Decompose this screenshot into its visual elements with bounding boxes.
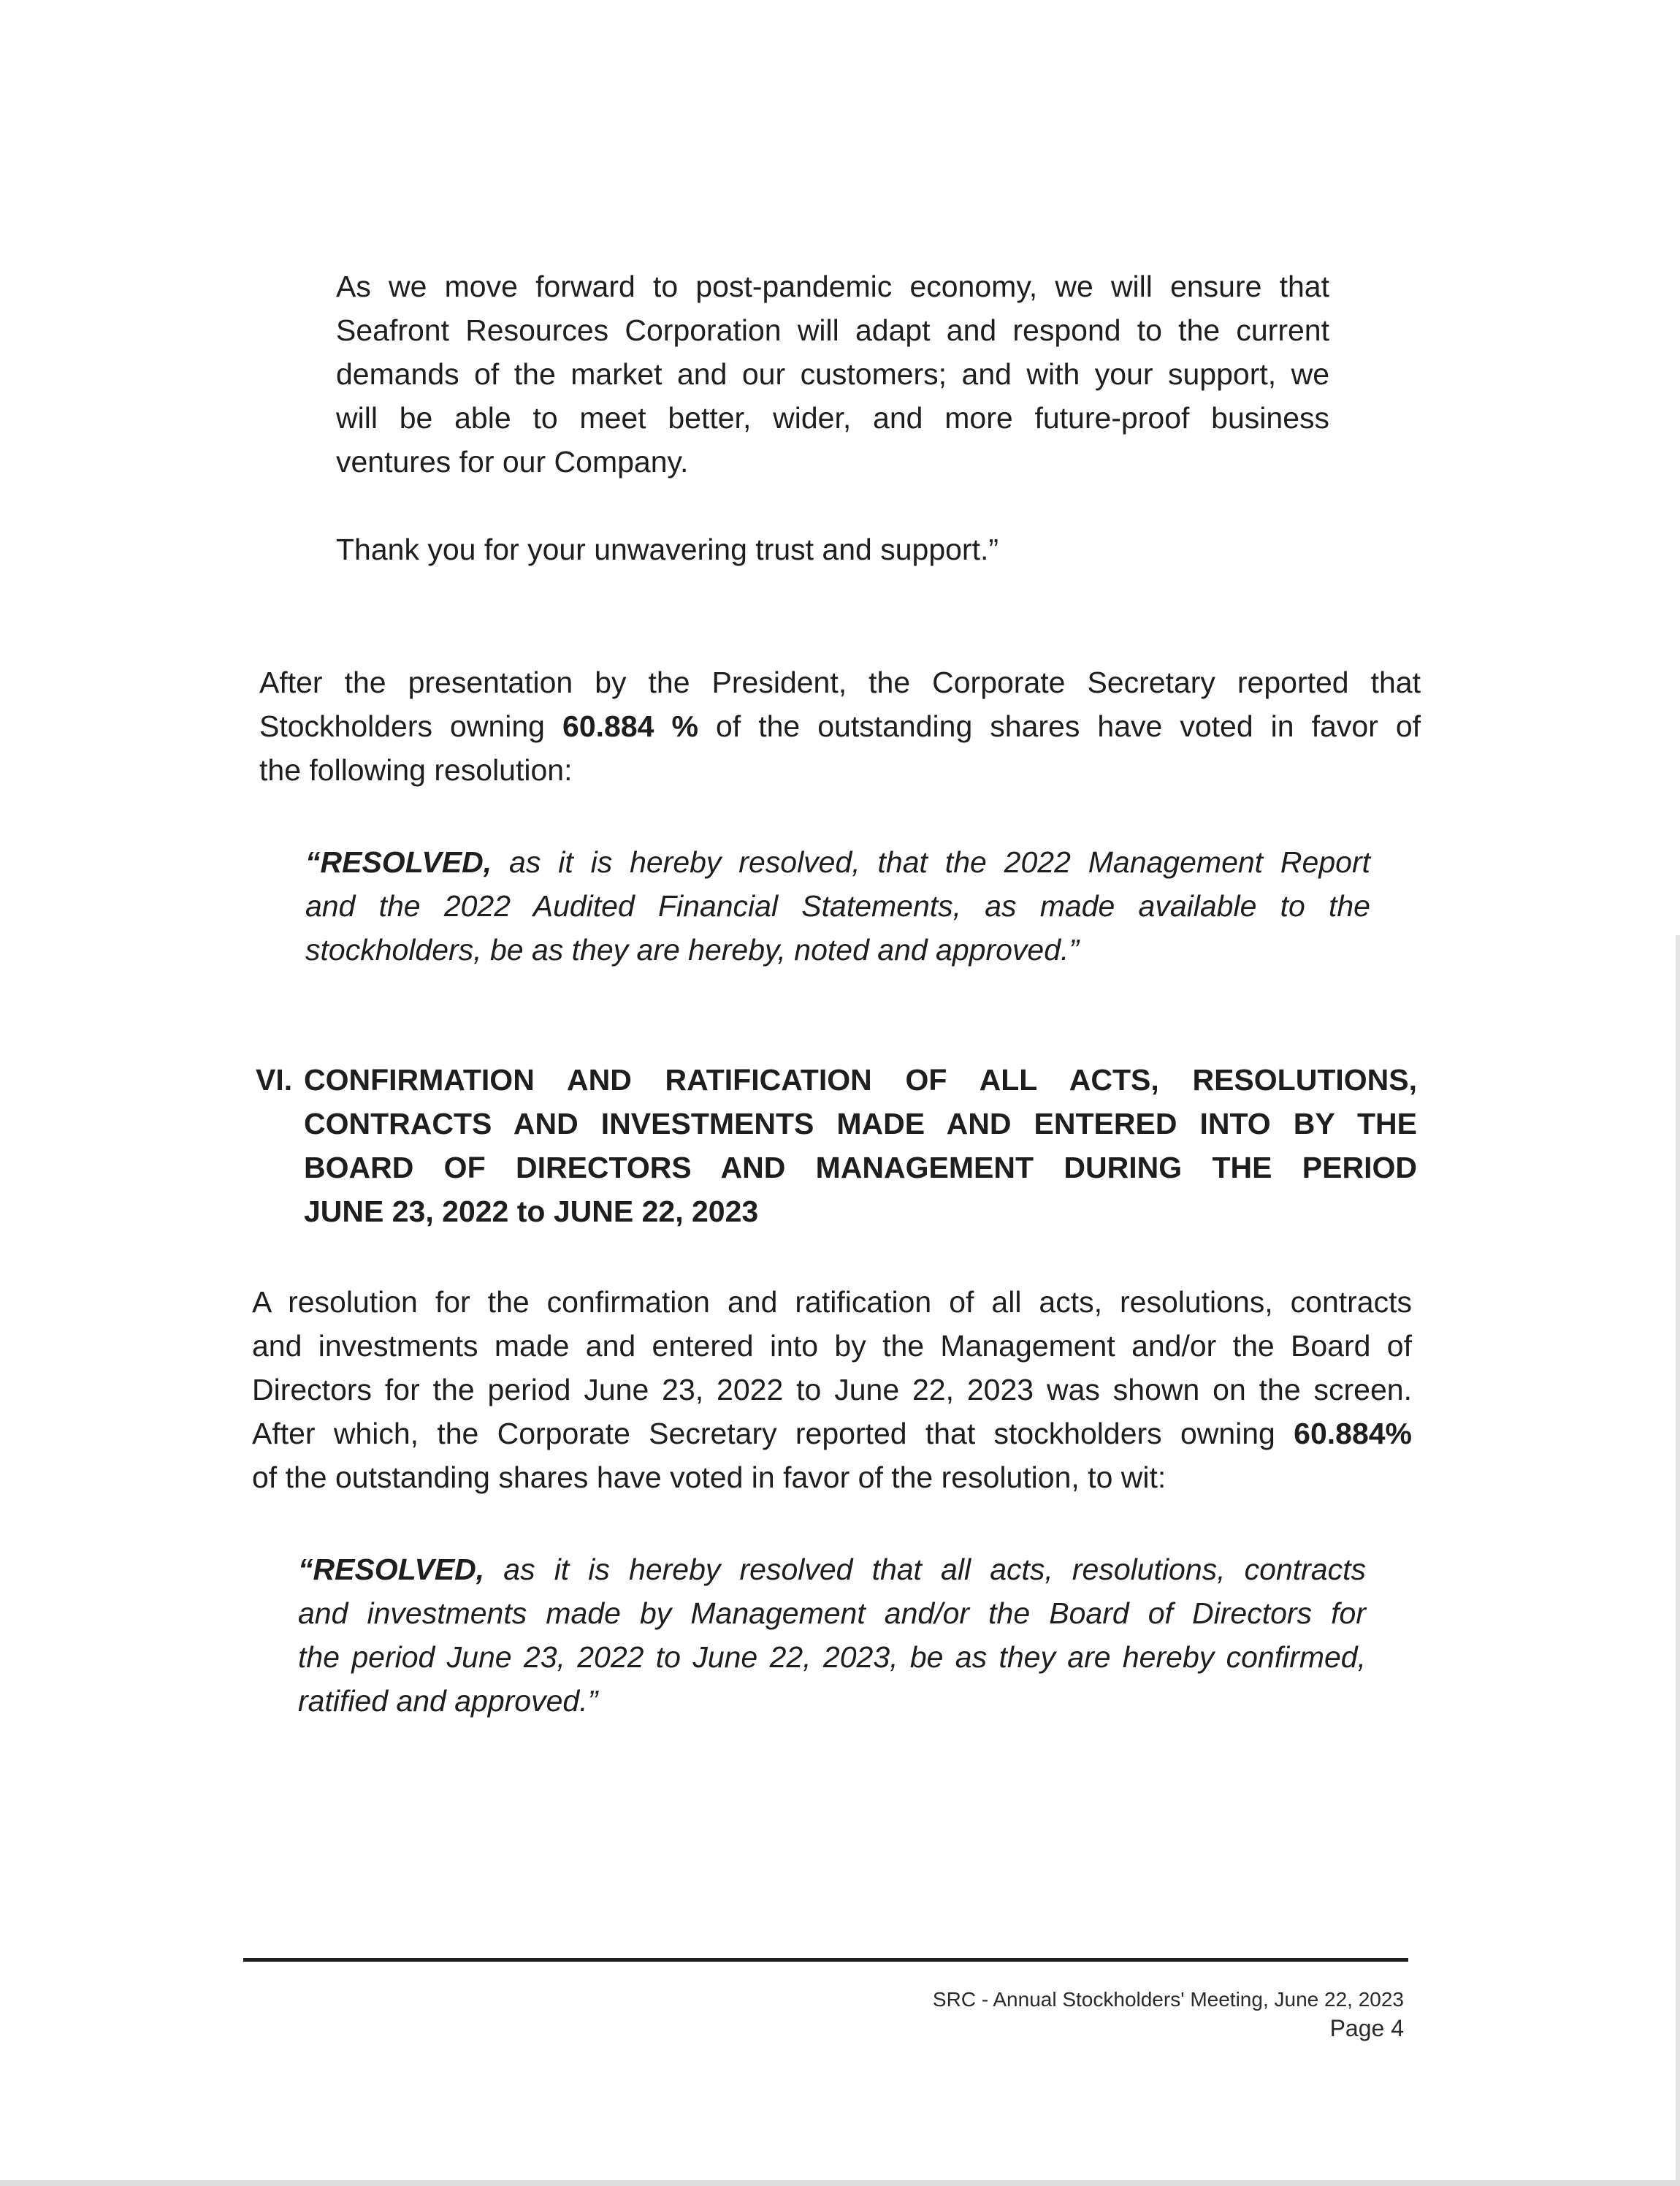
report-line-2-start: Stockholders owning [259, 709, 563, 743]
page-footer [933, 1986, 1404, 2043]
section-vi-line-3: BOARD OF DIRECTORS AND MANAGEMENT DURING THE PERIOD [304, 1151, 1417, 1184]
resolved-lead-1: “RESOLVED, [305, 845, 492, 879]
closing-line-1: As we move forward to post-pandemic economy, we will ensure that [336, 270, 1329, 303]
thank-you-paragraph [336, 528, 1329, 571]
footer-meeting-label: SRC - Annual Stockholders' Meeting, June 22, 2023 [932, 1988, 1404, 2011]
thank-you-line: Thank you for your unwavering trust and support.” [336, 533, 999, 566]
resolved-lead-2: “RESOLVED, [298, 1553, 485, 1586]
ratification-line-3: Directors for the period June 23, 2022 to June 22, 2023 was shown on the screen. [252, 1373, 1412, 1406]
ratification-line-1: A resolution for the confirmation and ratification of all acts, resolutions, contracts [252, 1285, 1412, 1319]
vote-percentage-1: 60.884 % [562, 709, 698, 743]
resolution-2-line-1 [298, 1547, 1366, 1591]
closing-paragraph [336, 264, 1329, 484]
resolution-2-line-2: and investments made by Management and/or the Board of Directors for [298, 1596, 1366, 1630]
closing-line-5: ventures for our Company. [336, 445, 689, 479]
section-vi-numeral: VI. [256, 1063, 293, 1097]
closing-line-2: Seafront Resources Corporation will adapt and respond to the current [336, 313, 1329, 347]
report-line-3: the following resolution: [259, 753, 573, 787]
scan-edge-right [1676, 935, 1680, 2186]
resolution-management-report [305, 840, 1370, 972]
resolution-2-line-1-rest: as it is hereby resolved that all acts, resolutions, contracts [484, 1553, 1366, 1586]
resolution-1-line-2: and the 2022 Audited Financial Statements, as made available to the [305, 889, 1370, 923]
resolution-ratification [298, 1547, 1366, 1723]
section-vi-line-1: CONFIRMATION AND RATIFICATION OF ALL ACTS, RESOLUTIONS, [304, 1063, 1417, 1097]
resolution-1-line-1-rest: as it is hereby resolved, that the 2022 Management Report [492, 845, 1370, 879]
ratification-line-4-start: After which, the Corporate Secretary reported that stockholders owning [252, 1417, 1294, 1450]
resolution-1-line-3: stockholders, be as they are hereby, noted and approved.” [305, 933, 1080, 967]
ratification-line-5: of the outstanding shares have voted in favor of the resolution, to wit: [252, 1460, 1167, 1494]
ratification-line-2: and investments made and entered into by the Management and/or the Board of [252, 1329, 1412, 1363]
section-vi-line-4: JUNE 23, 2022 to JUNE 22, 2023 [304, 1195, 759, 1228]
report-line-2 [259, 704, 1421, 748]
resolution-2-line-4: ratified and approved.” [298, 1684, 598, 1718]
report-paragraph [259, 660, 1421, 792]
resolution-1-line-1 [305, 840, 1370, 884]
closing-line-4: will be able to meet better, wider, and more future-proof business [336, 401, 1329, 435]
report-line-2-end: of the outstanding shares have voted in favor of [698, 709, 1421, 743]
closing-line-3: demands of the market and our customers; and with your support, we [336, 357, 1329, 391]
section-vi-heading [256, 1058, 1417, 1233]
scan-edge-bottom [0, 2180, 1680, 2186]
report-line-1: After the presentation by the President, the Corporate Secretary reported that [259, 666, 1421, 699]
footer-page-number: Page 4 [1329, 2015, 1404, 2041]
vote-percentage-2: 60.884% [1294, 1417, 1412, 1450]
resolution-2-line-3: the period June 23, 2022 to June 22, 2023, be as they are hereby confirmed, [298, 1640, 1366, 1674]
ratification-line-4 [252, 1412, 1412, 1455]
ratification-paragraph [252, 1280, 1412, 1499]
section-vi-line-2: CONTRACTS AND INVESTMENTS MADE AND ENTERED INTO BY THE [304, 1107, 1417, 1140]
footer-divider [243, 1958, 1408, 1962]
